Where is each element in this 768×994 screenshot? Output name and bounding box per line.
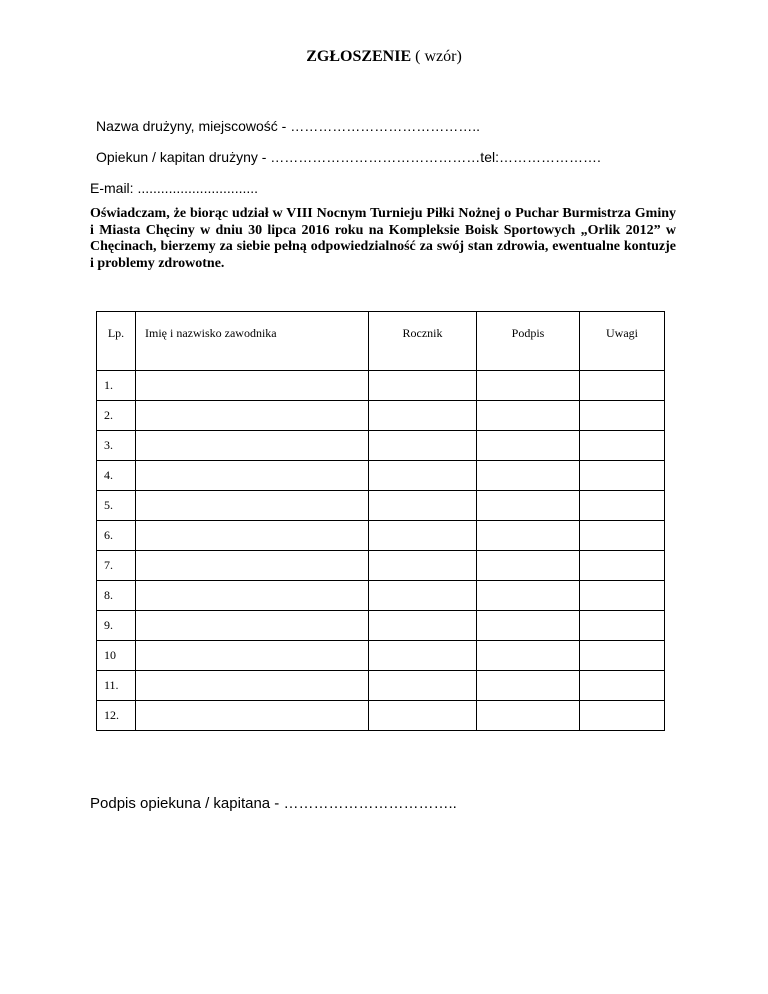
header-remarks: Uwagi [580, 312, 665, 371]
remarks-cell[interactable] [580, 461, 665, 491]
signature-cell[interactable] [477, 371, 580, 401]
team-name-field[interactable]: Nazwa drużyny, miejscowość - ………………………………….. [96, 118, 481, 134]
header-birth-year: Rocznik [369, 312, 477, 371]
player-name-cell[interactable] [136, 491, 369, 521]
email-field[interactable]: E-mail: ............................... [90, 180, 259, 196]
signature-cell[interactable] [477, 401, 580, 431]
remarks-cell[interactable] [580, 521, 665, 551]
remarks-cell[interactable] [580, 491, 665, 521]
signature-cell[interactable] [477, 551, 580, 581]
birth-year-cell[interactable] [369, 371, 477, 401]
signature-cell[interactable] [477, 491, 580, 521]
row-number: 5. [97, 491, 136, 521]
table-header-row [97, 312, 665, 371]
birth-year-cell[interactable] [369, 521, 477, 551]
remarks-cell[interactable] [580, 671, 665, 701]
remarks-cell[interactable] [580, 641, 665, 671]
row-number: 4. [97, 461, 136, 491]
birth-year-cell[interactable] [369, 671, 477, 701]
row-number: 11. [97, 671, 136, 701]
birth-year-cell[interactable] [369, 401, 477, 431]
table-row [97, 461, 665, 491]
birth-year-cell[interactable] [369, 611, 477, 641]
player-name-cell[interactable] [136, 461, 369, 491]
remarks-cell[interactable] [580, 431, 665, 461]
player-name-cell[interactable] [136, 521, 369, 551]
player-name-cell[interactable] [136, 611, 369, 641]
captain-signature-field[interactable]: Podpis opiekuna / kapitana - …………………………….. [90, 795, 457, 812]
declaration-text: Oświadczam, że biorąc udział w VIII Nocnym Turnieju Piłki Nożnej o Puchar Burmistrza Gminy i Miasta Chęciny w dniu 30 lipca 2016 roku na Kompleksie Boisk Sportowych „Orlik 2012” w Chęcinach, bierzemy za siebie pełną odpowiedzialność za swój stan zdrowia, ewentualne kontuzje i problemy zdrowotne. [90, 206, 676, 271]
signature-cell[interactable] [477, 701, 580, 731]
birth-year-cell[interactable] [369, 491, 477, 521]
remarks-cell[interactable] [580, 611, 665, 641]
table-row [97, 641, 665, 671]
remarks-cell[interactable] [580, 401, 665, 431]
signature-cell[interactable] [477, 581, 580, 611]
row-number: 10 [97, 641, 136, 671]
player-name-cell[interactable] [136, 401, 369, 431]
signature-cell[interactable] [477, 611, 580, 641]
table-row [97, 491, 665, 521]
table-row [97, 551, 665, 581]
row-number: 9. [97, 611, 136, 641]
signature-cell[interactable] [477, 521, 580, 551]
row-number: 7. [97, 551, 136, 581]
birth-year-cell[interactable] [369, 701, 477, 731]
table-row [97, 401, 665, 431]
table-row [97, 581, 665, 611]
row-number: 8. [97, 581, 136, 611]
row-number: 12. [97, 701, 136, 731]
player-name-cell[interactable] [136, 431, 369, 461]
table-row [97, 371, 665, 401]
row-number: 6. [97, 521, 136, 551]
form-title [0, 48, 768, 66]
signature-cell[interactable] [477, 671, 580, 701]
signature-cell[interactable] [477, 461, 580, 491]
remarks-cell[interactable] [580, 551, 665, 581]
signature-cell[interactable] [477, 641, 580, 671]
birth-year-cell[interactable] [369, 551, 477, 581]
table-row [97, 431, 665, 461]
table-row [97, 701, 665, 731]
players-table [96, 311, 665, 731]
birth-year-cell[interactable] [369, 461, 477, 491]
header-signature: Podpis [477, 312, 580, 371]
table-row [97, 611, 665, 641]
row-number: 2. [97, 401, 136, 431]
row-number: 3. [97, 431, 136, 461]
title-suffix: ( wzór) [411, 48, 462, 65]
player-name-cell[interactable] [136, 701, 369, 731]
table-row [97, 521, 665, 551]
signature-cell[interactable] [477, 431, 580, 461]
birth-year-cell[interactable] [369, 581, 477, 611]
player-name-cell[interactable] [136, 581, 369, 611]
player-name-cell[interactable] [136, 551, 369, 581]
remarks-cell[interactable] [580, 581, 665, 611]
player-name-cell[interactable] [136, 641, 369, 671]
header-lp: Lp. [97, 312, 136, 371]
row-number: 1. [97, 371, 136, 401]
remarks-cell[interactable] [580, 701, 665, 731]
table-row [97, 671, 665, 701]
player-name-cell[interactable] [136, 671, 369, 701]
birth-year-cell[interactable] [369, 431, 477, 461]
remarks-cell[interactable] [580, 371, 665, 401]
title-main: ZGŁOSZENIE [306, 48, 412, 65]
player-name-cell[interactable] [136, 371, 369, 401]
captain-field[interactable]: Opiekun / kapitan drużyny - ………………………………………tel:…………………. [96, 149, 601, 165]
birth-year-cell[interactable] [369, 641, 477, 671]
header-player-name: Imię i nazwisko zawodnika [136, 312, 369, 371]
